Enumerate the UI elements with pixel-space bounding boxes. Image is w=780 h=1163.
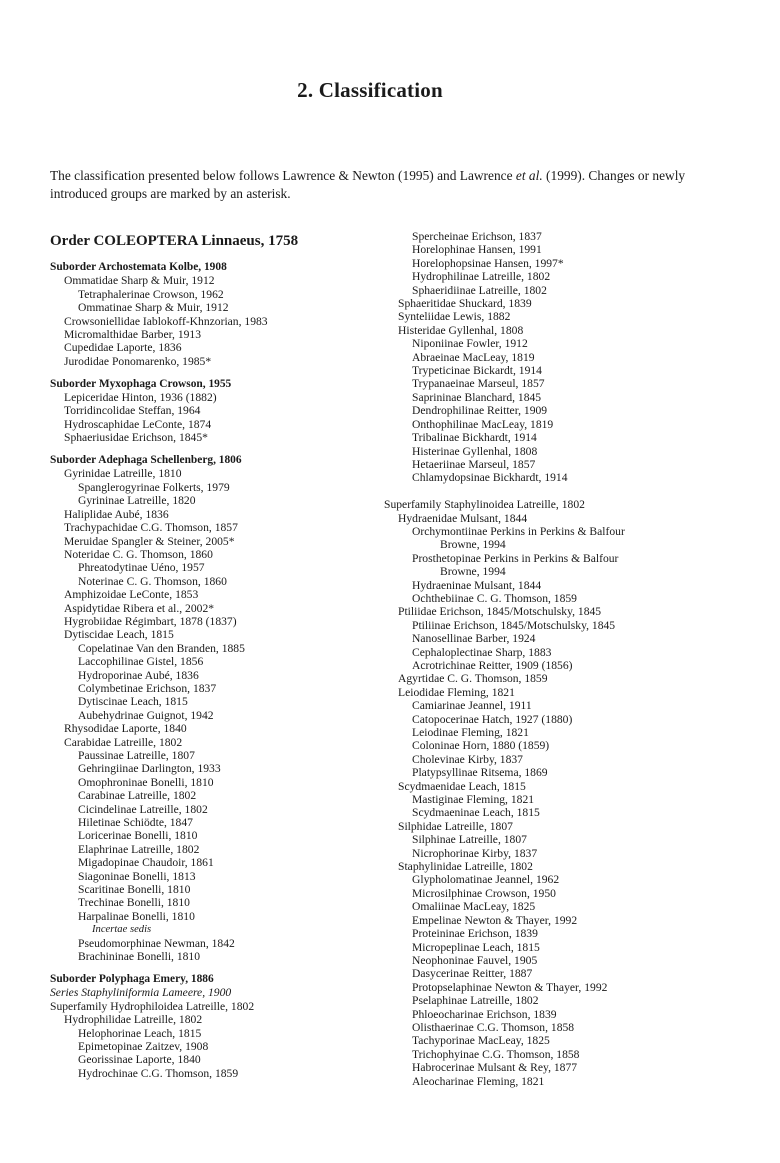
subfamily-entry: Histerinae Gyllenhal, 1808 [412, 444, 538, 458]
family-entry: Rhysodidae Laporte, 1840 [64, 722, 187, 736]
subfamily-entry: Phreatodytinae Uéno, 1957 [78, 561, 205, 575]
subfamily-entry: Gyrininae Latreille, 1820 [78, 494, 196, 508]
subfamily-entry: Orchymontiinae Perkins in Perkins & Balfour [412, 524, 625, 538]
subfamily-entry: Camiarinae Jeannel, 1911 [412, 699, 532, 713]
subfamily-entry: Omophroninae Bonelli, 1810 [78, 775, 214, 789]
superfamily-entry: Superfamily Hydrophiloidea Latreille, 1802 [50, 999, 255, 1013]
subfamily-entry: Pseudomorphinae Newman, 1842 [78, 936, 235, 950]
family-entry: Ptiliidae Erichson, 1845/Motschulsky, 1845 [398, 605, 602, 619]
order-heading: Order COLEOPTERA Linnaeus, 1758 [50, 233, 299, 249]
intro-paragraph [50, 167, 730, 203]
subfamily-entry: Nanosellinae Barber, 1924 [412, 632, 536, 646]
intro-et-al: et al. [515, 168, 543, 183]
subfamily-entry: Cicindelinae Latreille, 1802 [78, 802, 208, 816]
subfamily-entry: Tribalinae Bickhardt, 1914 [412, 431, 537, 445]
subfamily-entry: Silphinae Latreille, 1807 [412, 833, 527, 847]
family-entry: Ommatidae Sharp & Muir, 1912 [64, 274, 215, 288]
subfamily-entry: Dytiscinae Leach, 1815 [78, 695, 188, 709]
subfamily-entry: Chlamydopsinae Bickhardt, 1914 [412, 471, 568, 485]
subfamily-entry: Pselaphinae Latreille, 1802 [412, 994, 539, 1008]
family-entry: Synteliidae Lewis, 1882 [398, 310, 511, 324]
family-entry: Hydrophilidae Latreille, 1802 [64, 1013, 203, 1027]
continuation-entry: Browne, 1994 [440, 565, 506, 579]
subfamily-entry: Loricerinae Bonelli, 1810 [78, 829, 198, 843]
subfamily-entry: Ochthebiinae C. G. Thomson, 1859 [412, 591, 577, 605]
subfamily-entry: Phloeocharinae Erichson, 1839 [412, 1007, 557, 1021]
subfamily-entry: Trypanaeinae Marseul, 1857 [412, 377, 545, 391]
family-entry: Dytiscidae Leach, 1815 [64, 628, 174, 642]
subfamily-entry: Horelophopsinae Hansen, 1997* [412, 256, 564, 270]
subfamily-entry: Siagoninae Bonelli, 1813 [78, 869, 196, 883]
subfamily-entry: Empelinae Newton & Thayer, 1992 [412, 913, 578, 927]
subfamily-entry: Tachyporinae MacLeay, 1825 [412, 1034, 550, 1048]
subfamily-entry: Coloninae Horn, 1880 (1859) [412, 739, 550, 753]
subfamily-entry: Microsilphinae Crowson, 1950 [412, 886, 556, 900]
subfamily-entry: Glypholomatinae Jeannel, 1962 [412, 873, 560, 887]
family-entry: Scydmaenidae Leach, 1815 [398, 779, 526, 793]
subfamily-entry: Mastiginae Fleming, 1821 [412, 793, 535, 807]
family-entry: Aspidytidae Ribera et al., 2002* [64, 601, 215, 615]
subfamily-entry: Aubehydrinae Guignot, 1942 [78, 708, 214, 722]
family-entry: Torridincolidae Steffan, 1964 [64, 404, 201, 418]
subfamily-entry: Harpalinae Bonelli, 1810 [78, 909, 195, 923]
subfamily-entry: Dasycerinae Reitter, 1887 [412, 967, 533, 981]
subfamily-entry: Noterinae C. G. Thomson, 1860 [78, 574, 227, 588]
left-column [50, 261, 380, 1080]
subfamily-entry: Tetraphalerinae Crowson, 1962 [78, 287, 224, 301]
subfamily-entry: Colymbetinae Erichson, 1837 [78, 681, 217, 695]
subfamily-entry: Paussinae Latreille, 1807 [78, 749, 195, 762]
subfamily-entry: Migadopinae Chaudoir, 1861 [78, 856, 214, 870]
family-entry: Crowsoniellidae Iablokoff-Khnzorian, 1983 [64, 314, 268, 328]
family-entry: Hydroscaphidae LeConte, 1874 [64, 417, 212, 431]
subfamily-entry: Scaritinae Bonelli, 1810 [78, 883, 191, 897]
subfamily-entry: Sphaeridiinae Latreille, 1802 [412, 283, 547, 297]
family-entry: Silphidae Latreille, 1807 [398, 819, 513, 833]
subfamily-entry: Laccophilinae Gistel, 1856 [78, 655, 204, 669]
subfamily-entry: Omaliinae MacLeay, 1825 [412, 900, 536, 914]
subfamily-entry: Hiletinae Schiödte, 1847 [78, 816, 193, 830]
subfamily-entry: Ommatinae Sharp & Muir, 1912 [78, 301, 229, 315]
subfamily-entry: Cholevinae Kirby, 1837 [412, 752, 523, 766]
family-entry: Carabidae Latreille, 1802 [64, 735, 183, 749]
subfamily-entry: Georissinae Laporte, 1840 [78, 1053, 201, 1067]
subfamily-entry: Platypsyllinae Ritsema, 1869 [412, 766, 548, 780]
family-entry: Leiodidae Fleming, 1821 [398, 685, 515, 699]
subfamily-entry: Copelatinae Van den Branden, 1885 [78, 641, 245, 655]
subfamily-entry: Micropeplinae Leach, 1815 [412, 940, 540, 954]
subfamily-entry: Abraeinae MacLeay, 1819 [412, 350, 535, 364]
family-entry: Haliplidae Aubé, 1836 [64, 507, 169, 521]
subfamily-entry: Prosthetopinae Perkins in Perkins & Balfour [412, 551, 619, 565]
family-entry: Lepiceridae Hinton, 1936 (1882) [64, 391, 217, 405]
subfamily-entry: Niponiinae Fowler, 1912 [412, 337, 528, 351]
subfamily-entry: Horelophinae Hansen, 1991 [412, 243, 542, 257]
subfamily-entry: Neophoninae Fauvel, 1905 [412, 953, 538, 967]
subfamily-entry: Acrotrichinae Reitter, 1909 (1856) [412, 658, 573, 672]
suborder-heading: Suborder Polyphaga Emery, 1886 [50, 972, 214, 985]
family-entry: Sphaeritidae Shuckard, 1839 [398, 297, 532, 311]
family-entry: Gyrinidae Latreille, 1810 [64, 467, 182, 481]
superfamily-entry: Superfamily Staphylinoidea Latreille, 1802 [384, 498, 585, 512]
subfamily-entry: Gehringiinae Darlington, 1933 [78, 762, 221, 776]
family-entry: Hygrobiidae Régimbart, 1878 (1837) [64, 614, 237, 628]
subfamily-entry: Olisthaerinae C.G. Thomson, 1858 [412, 1020, 575, 1034]
subfamily-entry: Saprininae Blanchard, 1845 [412, 390, 542, 404]
suborder-heading: Suborder Archostemata Kolbe, 1908 [50, 261, 227, 273]
subfamily-entry: Onthophilinae MacLeay, 1819 [412, 417, 554, 431]
intro-text-end: (1999). Changes or newly introduced groups are marked by an asterisk. [50, 168, 686, 201]
continuation-entry: Incertae sedis [92, 924, 152, 936]
family-entry: Histeridae Gyllenhal, 1808 [398, 323, 524, 337]
subfamily-entry: Trypeticinae Bickardt, 1914 [412, 364, 542, 378]
family-entry: Amphizoidae LeConte, 1853 [64, 588, 199, 602]
superfamily-entry: Series Staphyliniformia Lameere, 1900 [50, 986, 232, 1000]
subfamily-entry: Ptiliinae Erichson, 1845/Motschulsky, 1845 [412, 618, 616, 632]
subfamily-entry: Trechinae Bonelli, 1810 [78, 896, 190, 910]
subfamily-entry: Cephaloplectinae Sharp, 1883 [412, 645, 552, 659]
subfamily-entry: Hydrochinae C.G. Thomson, 1859 [78, 1066, 239, 1080]
subfamily-entry: Hydraeninae Mulsant, 1844 [412, 578, 542, 592]
family-entry: Agyrtidae C. G. Thomson, 1859 [398, 672, 548, 686]
suborder-heading: Suborder Adephaga Schellenberg, 1806 [50, 454, 242, 467]
subfamily-entry: Leiodinae Fleming, 1821 [412, 726, 529, 740]
subfamily-entry: Proteininae Erichson, 1839 [412, 927, 538, 941]
subfamily-entry: Scydmaeninae Leach, 1815 [412, 806, 540, 820]
subfamily-entry: Carabinae Latreille, 1802 [78, 789, 197, 803]
continuation-entry: Browne, 1994 [440, 538, 506, 552]
family-entry: Meruidae Spangler & Steiner, 2005* [64, 534, 235, 548]
subfamily-entry: Dendrophilinae Reitter, 1909 [412, 404, 548, 418]
subfamily-entry: Hydroporinae Aubé, 1836 [78, 668, 199, 682]
subfamily-entry: Catopocerinae Hatch, 1927 (1880) [412, 712, 573, 726]
subfamily-entry: Protopselaphinae Newton & Thayer, 1992 [412, 980, 608, 994]
subfamily-entry: Nicrophorinae Kirby, 1837 [412, 846, 538, 860]
subfamily-entry: Elaphrinae Latreille, 1802 [78, 842, 200, 856]
family-entry: Micromalthidae Barber, 1913 [64, 328, 202, 342]
subfamily-entry: Trichophyinae C.G. Thomson, 1858 [412, 1047, 580, 1061]
subfamily-entry: Habrocerinae Mulsant & Rey, 1877 [412, 1061, 578, 1075]
subfamily-entry: Hetaeriinae Marseul, 1857 [412, 457, 536, 471]
family-entry: Jurodidae Ponomarenko, 1985* [64, 354, 212, 368]
subfamily-entry: Spercheinae Erichson, 1837 [412, 230, 542, 243]
suborder-heading: Suborder Myxophaga Crowson, 1955 [50, 377, 232, 390]
subfamily-entry: Brachininae Bonelli, 1810 [78, 950, 201, 964]
intro-text-start: The classification presented below follows Lawrence & Newton (1995) and Lawrence [50, 168, 516, 183]
family-entry: Staphylinidae Latreille, 1802 [398, 860, 533, 874]
right-column [384, 230, 754, 1088]
family-entry: Hydraenidae Mulsant, 1844 [398, 511, 528, 525]
subfamily-entry: Hydrophilinae Latreille, 1802 [412, 270, 551, 284]
family-entry: Sphaeriusidae Erichson, 1845* [64, 431, 208, 445]
page-title: 2. Classification [297, 78, 443, 102]
subfamily-entry: Helophorinae Leach, 1815 [78, 1026, 202, 1040]
subfamily-entry: Aleocharinae Fleming, 1821 [412, 1074, 545, 1088]
subfamily-entry: Epimetopinae Zaitzev, 1908 [78, 1039, 209, 1053]
subfamily-entry: Spanglerogyrinae Folkerts, 1979 [78, 480, 230, 494]
family-entry: Cupedidae Laporte, 1836 [64, 341, 182, 355]
family-entry: Trachypachidae C.G. Thomson, 1857 [64, 521, 238, 535]
family-entry: Noteridae C. G. Thomson, 1860 [64, 547, 213, 561]
